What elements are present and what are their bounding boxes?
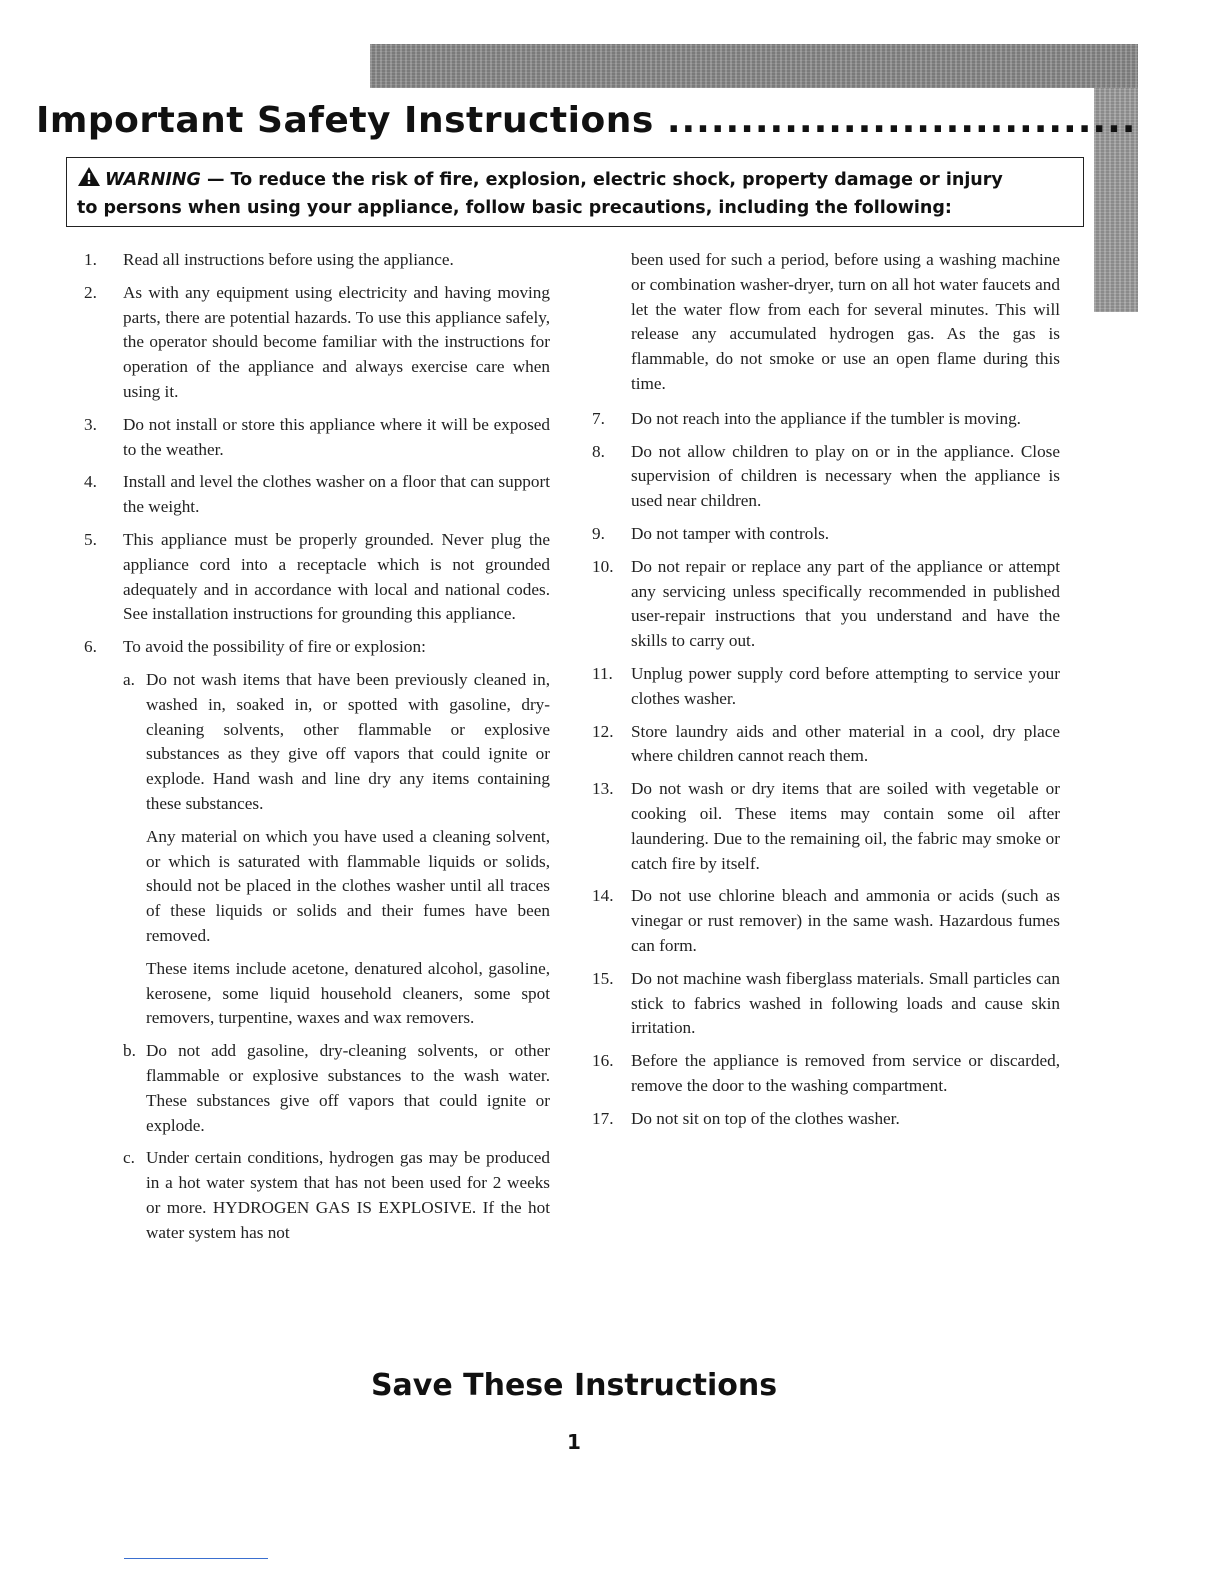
warning-triangle-icon: [77, 166, 101, 195]
sub-item-continuation: been used for such a period, before using a washing machine or combination washer-dryer, turn on all hot water faucets and let the water flow from each for several minutes. This will release any accumulated hydrogen gas. As the gas is flammable, do not smoke or use an open flame during this time.: [631, 250, 1060, 393]
item-text: Do not reach into the appliance if the tumbler is moving.: [631, 408, 1021, 428]
warning-label: WARNING: [105, 170, 201, 190]
item-text: Do not wash or dry items that are soiled with vegetable or cooking oil. These items may contain some oil after laundering. Due to the remaining oil, the fabric may smoke or catch fire by itself.: [631, 779, 1060, 873]
list-item: [84, 470, 550, 520]
item-text: Do not use chlorine bleach and ammonia or acids (such as vinegar or rust remover) in the same wash. Hazardous fumes can form.: [631, 886, 1060, 955]
item-text: Store laundry aids and other material in a cool, dry place where children cannot reach them.: [631, 721, 1060, 766]
list-item: [592, 1049, 1060, 1099]
sub-item-text: Do not add gasoline, dry-cleaning solvents, or other flammable or explosive substances to the wash water. These substances give off vapors that could ignite or explode.: [146, 1041, 550, 1135]
page-title: [36, 100, 1137, 141]
sub-list-item: [123, 1146, 550, 1245]
item-number: 7.: [592, 408, 605, 428]
item-number: 2.: [84, 282, 97, 302]
list-item: [592, 1107, 1060, 1132]
instructions-right-column: [592, 248, 1060, 1140]
warning-text-line1: — To reduce the risk of fire, explosion, electric shock, property damage or injury: [200, 170, 1003, 190]
list-item: [592, 777, 1060, 876]
item-number: 5.: [84, 529, 97, 549]
item-number: 3.: [84, 414, 97, 434]
item-number: 14.: [592, 886, 614, 906]
footer-divider: [124, 1558, 268, 1559]
sub-list-item: [123, 668, 550, 817]
list-item: [84, 635, 550, 660]
sub-item-paragraph: Any material on which you have used a cleaning solvent, or which is saturated with flammable liquids or solids, should not be placed in the clothes washer until all traces of these liquids or solids and their fumes have been removed.: [146, 826, 550, 945]
item-number: 13.: [592, 779, 614, 799]
list-item: [592, 720, 1060, 770]
page-title-dots: ................................: [666, 100, 1137, 141]
sub-item-text: Under certain conditions, hydrogen gas may be produced in a hot water system that has not been used for 2 weeks or more. HYDROGEN GAS IS EXPLOSIVE. If the hot water system has not: [146, 1148, 550, 1242]
item-number: 15.: [592, 968, 614, 988]
warning-text-line2: to persons when using your appliance, follow basic precautions, including the following:: [77, 198, 952, 218]
item-number: 1.: [84, 250, 97, 269]
sub-item-letter: b.: [123, 1041, 136, 1061]
item-text: Unplug power supply cord before attempting to service your clothes washer.: [631, 663, 1060, 708]
item-text: Before the appliance is removed from service or discarded, remove the door to the washing compartment.: [631, 1051, 1060, 1095]
save-instructions-heading: Save These Instructions: [370, 1368, 778, 1403]
item-text: This appliance must be properly grounded. Never plug the appliance cord into a receptacle which is not grounded adequately and in accordance with local and national codes. See installation instructions for grounding this appliance.: [123, 529, 550, 624]
list-item: [84, 281, 550, 405]
page-number: 1: [567, 1430, 581, 1454]
list-item: [84, 413, 550, 463]
page-title-text: Important Safety Instructions: [36, 100, 654, 141]
list-item: [592, 967, 1060, 1041]
sub-item-paragraph: These items include acetone, denatured alcohol, gasoline, kerosene, some liquid household cleaners, some spot removers, turpentine, waxes and wax removers.: [146, 958, 550, 1028]
instructions-left-column: [84, 248, 550, 1253]
item-number: 4.: [84, 472, 97, 492]
list-item: [592, 555, 1060, 654]
item-number: 16.: [592, 1051, 614, 1071]
item-text: Install and level the clothes washer on a floor that can support the weight.: [123, 472, 550, 517]
sub-list-item: [123, 1039, 550, 1138]
item-number: 8.: [592, 441, 605, 461]
list-item: [592, 662, 1060, 712]
list-item: [84, 248, 550, 273]
sub-item-letter: a.: [123, 669, 135, 689]
item-text: As with any equipment using electricity and having moving parts, there are potential hazards. To use this appliance safely, the operator should become familiar with the instructions for operation of the appliance and always exercise care when using it.: [123, 282, 550, 401]
list-item: [592, 884, 1060, 958]
list-item: [592, 440, 1060, 514]
item-text: Read all instructions before using the appliance.: [123, 250, 454, 269]
list-item: [592, 522, 1060, 547]
item-number: 10.: [592, 556, 614, 576]
header-banner-bar: [370, 44, 1138, 88]
list-item: [84, 528, 550, 627]
sub-item-text: Do not wash items that have been previously cleaned in, washed in, soaked in, or spotted with gasoline, dry-cleaning solvents, other flammable or explosive substances as they give off vapors that could ignite or explode. Hand wash and line dry any items containing these substances.: [146, 669, 550, 813]
item-text: Do not tamper with controls.: [631, 523, 830, 543]
item-number: 9.: [592, 523, 605, 543]
item-text: Do not sit on top of the clothes washer.: [631, 1108, 900, 1128]
item-text: Do not allow children to play on or in the appliance. Close supervision of children is necessary when the appliance is used near children.: [631, 441, 1060, 511]
item-number: 11.: [592, 663, 613, 683]
item-text: Do not repair or replace any part of the appliance or attempt any servicing unless specifically recommended in published user-repair instructions that you understand and have the skills to carry out.: [631, 556, 1060, 651]
sub-item-letter: c.: [123, 1148, 135, 1168]
list-item: [592, 407, 1060, 432]
warning-box: [66, 157, 1084, 227]
item-number: 17.: [592, 1108, 614, 1128]
item-text: Do not machine wash fiberglass materials. Small particles can stick to fabrics washed in following loads and cause skin irritation.: [631, 968, 1060, 1038]
item-number: 12.: [592, 721, 614, 741]
item-number: 6.: [84, 637, 97, 657]
item-text: To avoid the possibility of fire or explosion:: [123, 637, 426, 657]
item-text: Do not install or store this appliance where it will be exposed to the weather.: [123, 414, 550, 459]
